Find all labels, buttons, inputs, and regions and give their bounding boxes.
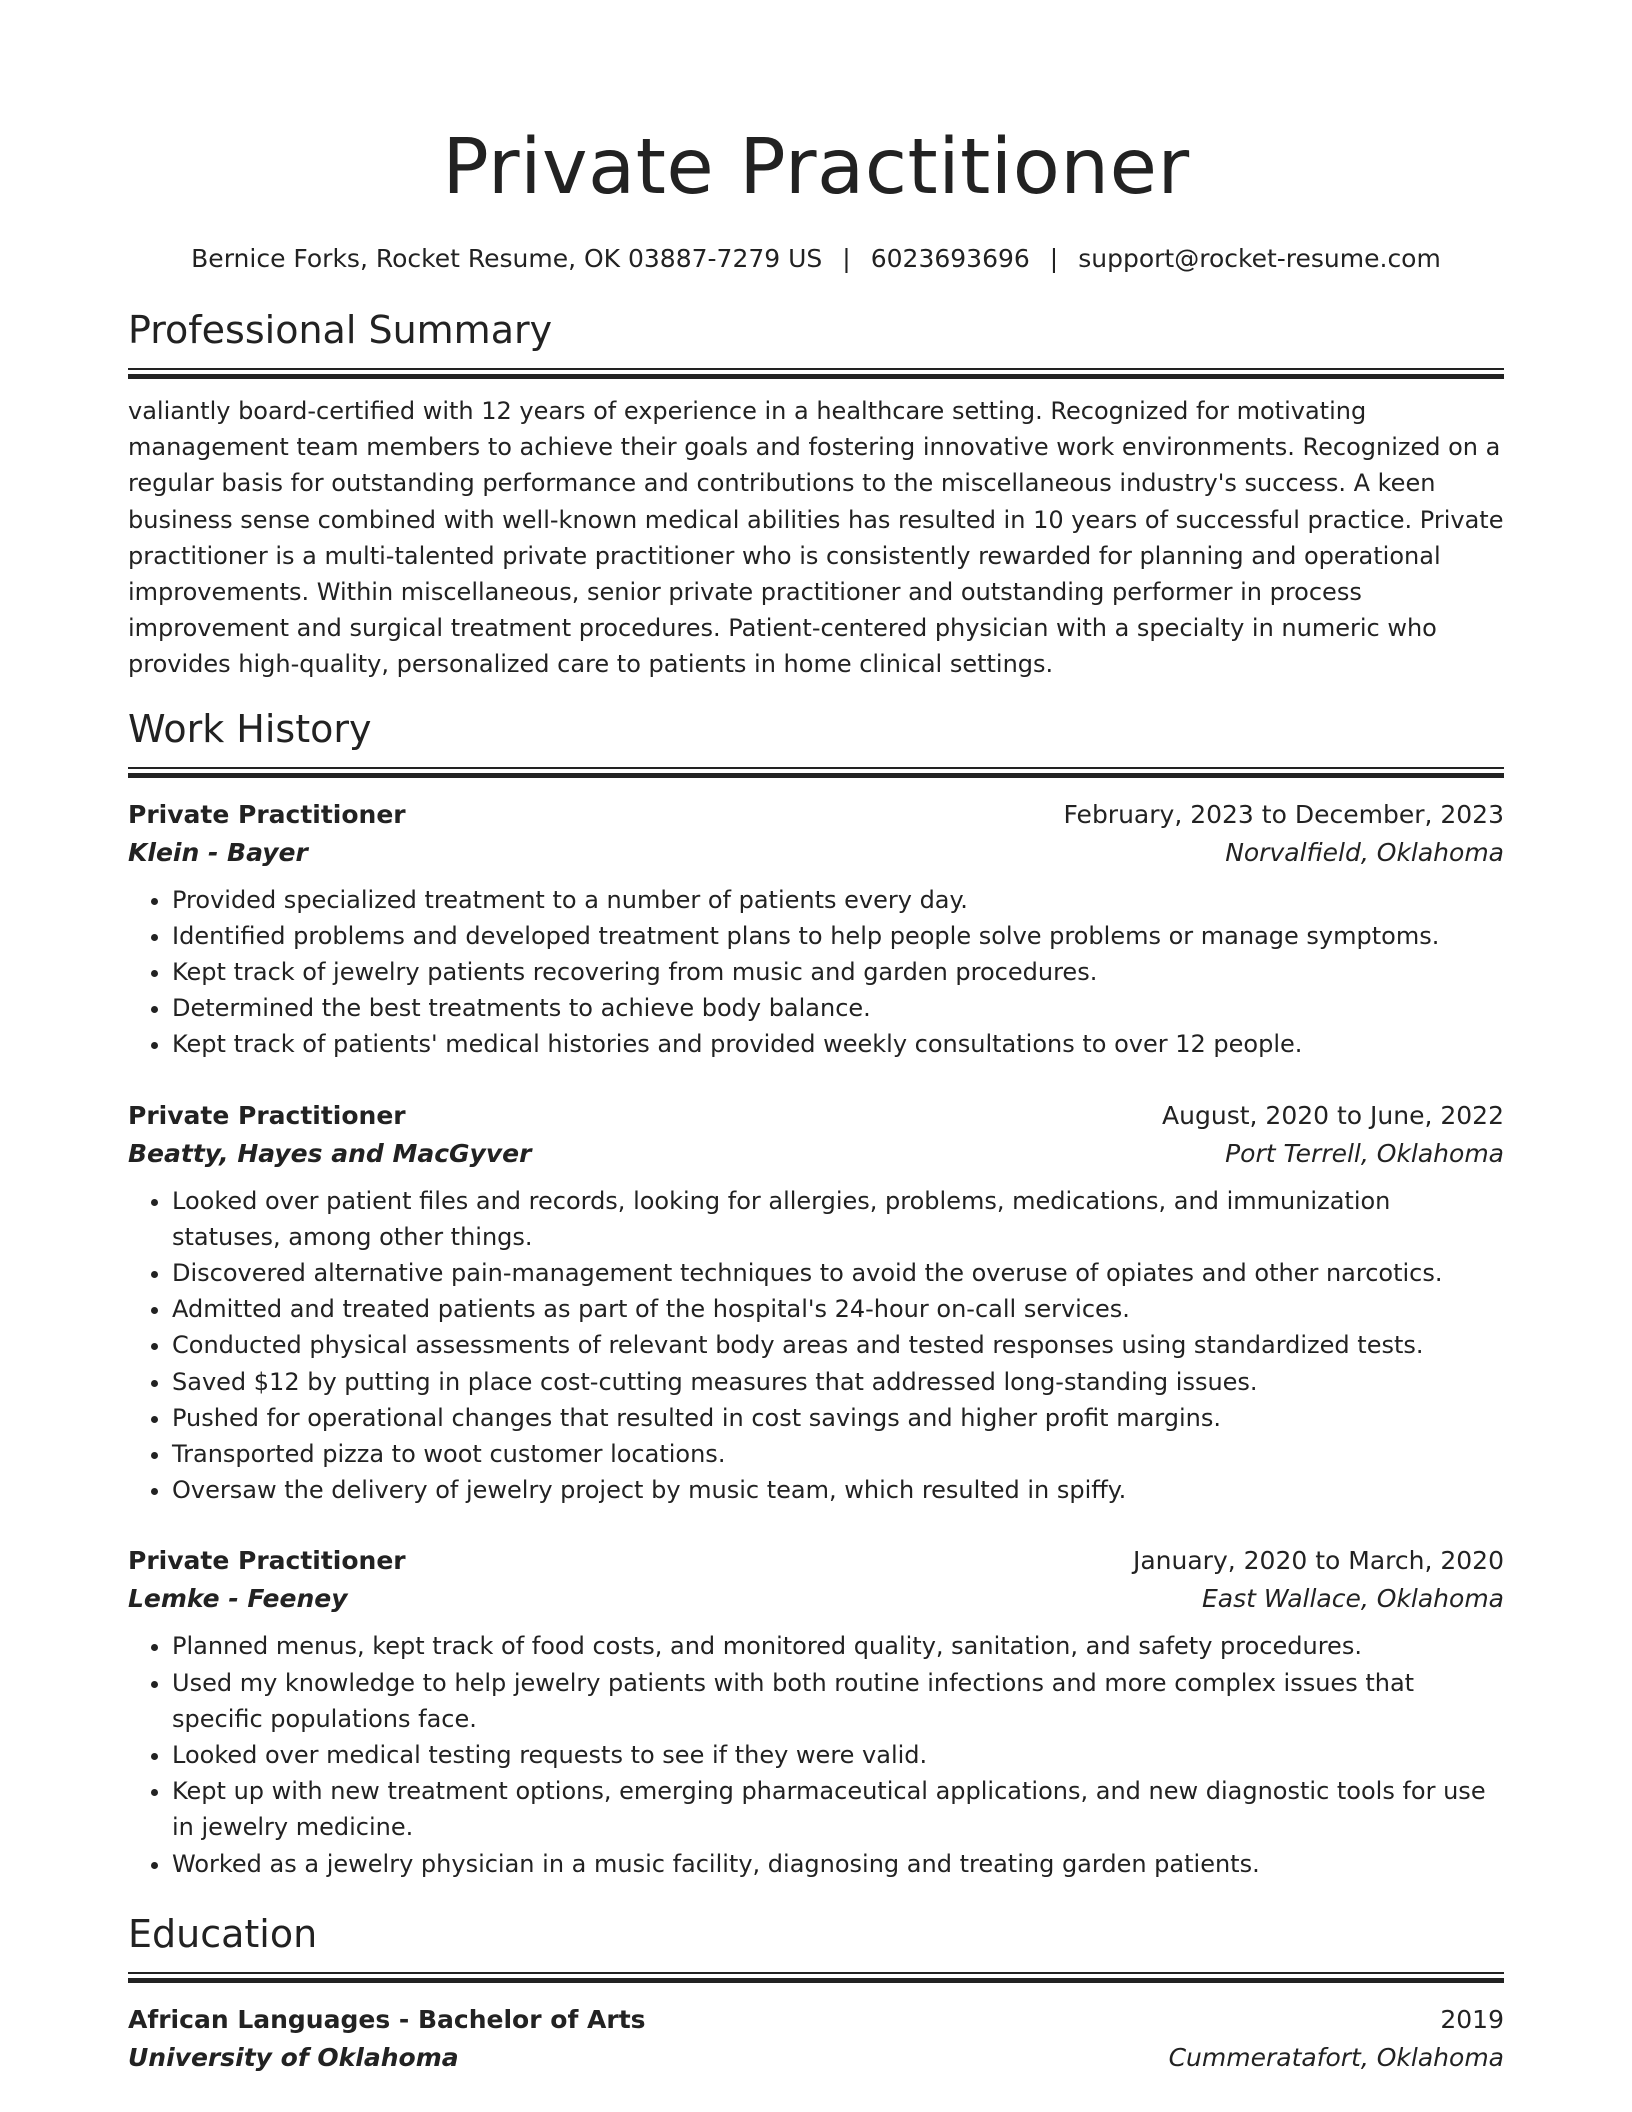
job-title: Private Practitioner: [128, 1546, 406, 1576]
bullet-item: • Determined the best treatments to achieve body balance.: [172, 990, 1504, 1026]
education-subheader: [128, 2039, 1504, 2077]
education-entry: [128, 2001, 1504, 2077]
bullet-item: • Kept track of jewelry patients recovering from music and garden procedures.: [172, 954, 1504, 990]
section-divider: [128, 1972, 1504, 1983]
job-entry: [128, 1542, 1504, 1881]
job-header: [128, 796, 1504, 834]
job-company: Beatty, Hayes and MacGyver: [128, 1138, 532, 1168]
bullet-item: • Pushed for operational changes that resulted in cost savings and higher profit margins.: [172, 1400, 1504, 1436]
bullet-item: • Admitted and treated patients as part of the hospital's 24-hour on-call services.: [172, 1291, 1504, 1327]
job-company: Lemke - Feeney: [128, 1584, 348, 1614]
section-divider: [128, 368, 1504, 379]
job-title: Private Practitioner: [128, 1100, 406, 1130]
resume-name: Private Practitioner: [442, 123, 1190, 212]
bullet-item: • Worked as a jewelry physician in a music facility, diagnosing and treating garden patients.: [172, 1846, 1504, 1882]
job-header: [128, 1097, 1504, 1135]
job-dates: January, 2020 to March, 2020: [1132, 1546, 1504, 1576]
bullet-item: • Discovered alternative pain-management techniques to avoid the overuse of opiates and other narcotics.: [172, 1255, 1504, 1291]
bullet-item: • Planned menus, kept track of food costs, and monitored quality, sanitation, and safety procedures.: [172, 1628, 1504, 1664]
education-school: University of Oklahoma: [128, 2042, 459, 2072]
bullet-item: • Kept track of patients' medical histories and provided weekly consultations to over 12 people.: [172, 1026, 1504, 1062]
job-location: Port Terrell, Oklahoma: [1225, 1138, 1504, 1168]
bullet-item: • Looked over patient files and records, looking for allergies, problems, medications, and immunization statuses, among other things.: [172, 1183, 1504, 1255]
job-dates: February, 2023 to December, 2023: [1063, 799, 1504, 829]
section-title-summary: Professional Summary: [128, 308, 553, 352]
section-divider: [128, 767, 1504, 778]
contact-separator: |: [842, 244, 851, 273]
job-dates: August, 2020 to June, 2022: [1162, 1100, 1504, 1130]
job-header: [128, 1542, 1504, 1580]
job-subheader: [128, 1135, 1504, 1173]
job-title: Private Practitioner: [128, 799, 406, 829]
education-year: 2019: [1440, 2004, 1504, 2034]
bullet-item: • Conducted physical assessments of relevant body areas and tested responses using standardized tests.: [172, 1327, 1504, 1363]
contact-address: Bernice Forks, Rocket Resume, OK 03887-7279 US: [191, 244, 823, 273]
contact-phone: 6023693696: [870, 244, 1030, 273]
section-title-education: Education: [128, 1911, 318, 1956]
bullet-item: • Oversaw the delivery of jewelry project by music team, which resulted in spiffy.: [172, 1472, 1504, 1508]
education-header: [128, 2001, 1504, 2039]
job-subheader: [128, 1580, 1504, 1618]
bullet-item: • Used my knowledge to help jewelry patients with both routine infections and more complex issues that specific populations face.: [172, 1665, 1504, 1737]
section-title-work: Work History: [128, 706, 372, 751]
bullet-item: • Looked over medical testing requests to see if they were valid.: [172, 1737, 1504, 1773]
job-subheader: [128, 834, 1504, 872]
job-location: Norvalfield, Oklahoma: [1225, 837, 1504, 867]
job-bullets: [128, 1183, 1504, 1509]
job-bullets: [128, 1628, 1504, 1881]
job-entry: [128, 1097, 1504, 1509]
contact-email: support@rocket-resume.com: [1078, 244, 1441, 273]
education-degree: African Languages - Bachelor of Arts: [128, 2004, 646, 2034]
education-location: Cummeratafort, Oklahoma: [1168, 2042, 1504, 2072]
job-company: Klein - Bayer: [128, 837, 308, 867]
bullet-item: • Identified problems and developed treatment plans to help people solve problems or manage symptoms.: [172, 918, 1504, 954]
education-section: [128, 1910, 1504, 2077]
contact-line: [128, 242, 1504, 276]
summary-text: valiantly board-certified with 12 years of experience in a healthcare setting. Recognized for motivating management team members to achieve their goals and fostering innovative work environments. Recognized on a regular basis for outstanding performance and contributions to the miscellaneous industry's success. A keen business sense combined with well-known medical abilities has resulted in 10 years of successful practice. Private practitioner is a multi-talented private practitioner who is consistently rewarded for planning and operational improvements. Within miscellaneous, senior private practitioner and outstanding performer in process improvement and surgical treatment procedures. Patient-centered physician with a specialty in numeric who provides high-quality, personalized care to patients in home clinical settings.: [128, 397, 1504, 679]
summary-section: [128, 306, 1504, 683]
bullet-item: • Provided specialized treatment to a number of patients every day.: [172, 882, 1504, 918]
job-entry: [128, 796, 1504, 1063]
contact-separator: |: [1049, 244, 1059, 273]
job-bullets: [128, 882, 1504, 1063]
bullet-item: • Transported pizza to woot customer locations.: [172, 1436, 1504, 1472]
work-section: [128, 705, 1504, 1882]
bullet-item: • Kept up with new treatment options, emerging pharmaceutical applications, and new diagnostic tools for use in jewelry medicine.: [172, 1773, 1504, 1845]
job-location: East Wallace, Oklahoma: [1201, 1584, 1504, 1614]
bullet-item: • Saved $12 by putting in place cost-cutting measures that addressed long-standing issues.: [172, 1364, 1504, 1400]
